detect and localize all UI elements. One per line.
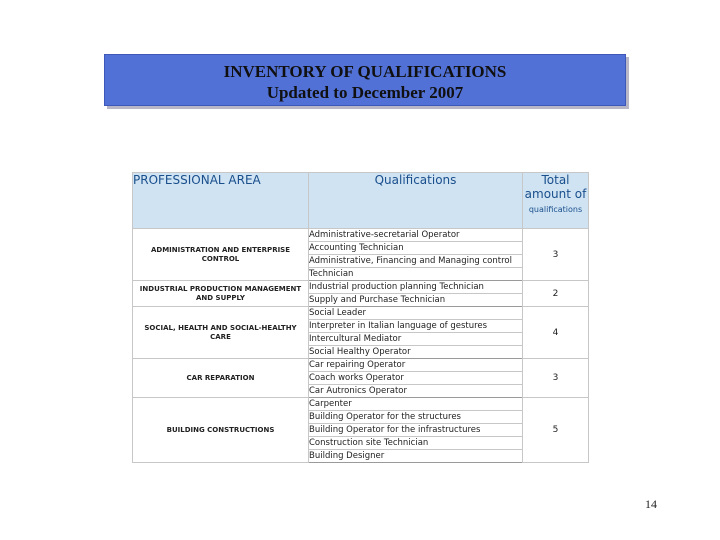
qualification-cell: Accounting Technician xyxy=(309,242,523,255)
qualification-cell: Administrative-secretarial Operator xyxy=(309,229,523,242)
slide-title-line-1: INVENTORY OF QUALIFICATIONS xyxy=(223,62,507,81)
professional-area-cell: SOCIAL, HEALTH AND SOCIAL-HEALTHY CARE xyxy=(133,307,309,359)
page-number: 14 xyxy=(645,497,657,511)
qualification-cell: Supply and Purchase Technician xyxy=(309,294,523,307)
table-row xyxy=(133,281,589,294)
table-body xyxy=(133,229,589,463)
table-row xyxy=(133,359,589,372)
qualification-cell: Coach works Operator xyxy=(309,372,523,385)
qualification-count-cell: 3 xyxy=(523,229,589,281)
header-qualifications: Qualifications xyxy=(309,173,523,229)
qualification-count-cell: 3 xyxy=(523,359,589,398)
qualification-cell: Building Operator for the infrastructures xyxy=(309,424,523,437)
qualification-cell: Social Healthy Operator xyxy=(309,346,523,359)
qualification-cell: Industrial production planning Technician xyxy=(309,281,523,294)
qualification-count-cell: 2 xyxy=(523,281,589,307)
qualification-cell: Car repairing Operator xyxy=(309,359,523,372)
qualification-cell: Interpreter in Italian language of gestures xyxy=(309,320,523,333)
header-total-amount xyxy=(523,173,589,229)
qualification-cell: Intercultural Mediator xyxy=(309,333,523,346)
qualification-cell: Building Operator for the structures xyxy=(309,411,523,424)
qualification-cell: Administrative, Financing and Managing control xyxy=(309,255,523,268)
qualification-cell: Car Autronics Operator xyxy=(309,385,523,398)
table-row xyxy=(133,398,589,411)
qualifications-table xyxy=(132,172,589,463)
professional-area-cell: BUILDING CONSTRUCTIONS xyxy=(133,398,309,463)
professional-area-cell: CAR REPARATION xyxy=(133,359,309,398)
slide-title-line-2: Updated to December 2007 xyxy=(266,83,464,102)
slide-title-box xyxy=(104,54,626,106)
qualification-count-cell: 4 xyxy=(523,307,589,359)
header-professional-area: PROFESSIONAL AREA xyxy=(133,173,309,229)
qualification-cell: Technician xyxy=(309,268,523,281)
qualification-cell: Social Leader xyxy=(309,307,523,320)
professional-area-cell: ADMINISTRATION AND ENTERPRISE CONTROL xyxy=(133,229,309,281)
table-row xyxy=(133,307,589,320)
qualification-cell: Carpenter xyxy=(309,398,523,411)
table-row xyxy=(133,229,589,242)
qualification-cell: Building Designer xyxy=(309,450,523,463)
qualification-count-cell: 5 xyxy=(523,398,589,463)
qualification-cell: Construction site Technician xyxy=(309,437,523,450)
professional-area-cell: INDUSTRIAL PRODUCTION MANAGEMENT AND SUPPLY xyxy=(133,281,309,307)
header-total-sublabel: qualifications xyxy=(528,205,583,214)
header-total-label: Total amount of xyxy=(524,173,587,201)
